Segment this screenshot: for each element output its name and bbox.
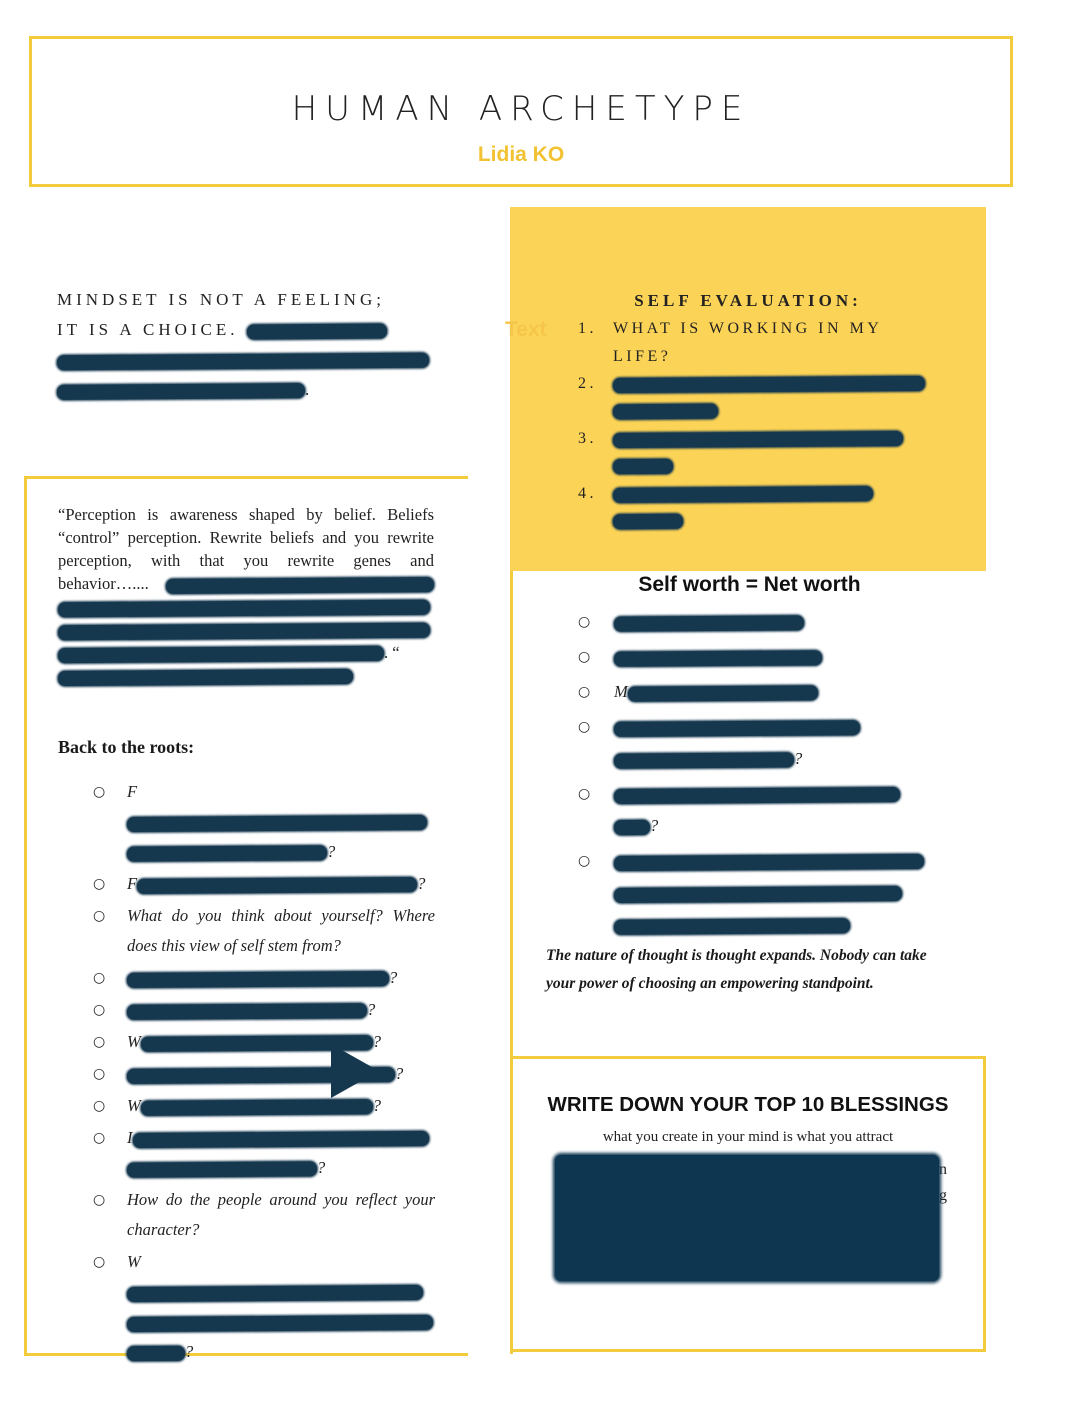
- redaction-block: [555, 1155, 939, 1281]
- redaction-mark: [614, 854, 924, 871]
- item-suffix: ?: [317, 1158, 326, 1177]
- mindset-statement: [57, 285, 437, 405]
- redaction-mark: [127, 971, 389, 988]
- quote-box: [24, 476, 468, 1361]
- redaction-mark: [613, 404, 718, 420]
- redaction-mark: [613, 486, 873, 503]
- self-worth-list: [578, 606, 918, 944]
- bullet-icon: ○: [578, 719, 591, 735]
- page-title: HUMAN ARCHETYPE: [291, 89, 751, 129]
- list-item: [578, 778, 918, 842]
- redaction-mark: [614, 650, 822, 666]
- list-item: [93, 963, 435, 993]
- redaction-mark: [613, 431, 903, 448]
- blessings-stray-text: [939, 1157, 947, 1209]
- redaction-mark: [613, 459, 673, 474]
- redaction-mark: [58, 599, 430, 617]
- item-number: 1.: [578, 320, 597, 337]
- bullet-icon: ○: [93, 908, 106, 924]
- bullet-icon: ○: [93, 876, 106, 892]
- item-number: 4.: [578, 485, 597, 502]
- redaction-mark: [127, 845, 327, 861]
- arrow-right-icon: [325, 1036, 385, 1106]
- item-text: How do the people around you reflect your character?: [127, 1190, 435, 1239]
- item-suffix: ?: [372, 1096, 381, 1115]
- quote-text: [58, 503, 434, 687]
- list-item: [93, 1123, 435, 1183]
- redaction-mark: [613, 514, 683, 529]
- self-evaluation-list: [578, 315, 938, 535]
- bullet-icon: ○: [578, 684, 591, 700]
- redaction-mark: [57, 352, 429, 370]
- list-item: [93, 901, 435, 961]
- redaction-mark: [613, 376, 925, 393]
- item-text: I: [127, 1128, 133, 1147]
- redaction-mark: [614, 752, 794, 768]
- mindset-end: .: [305, 380, 314, 399]
- mindset-line-2: [57, 315, 437, 345]
- mindset-line-2-text: IT IS A CHOICE.: [57, 320, 239, 339]
- redaction-mark: [58, 622, 430, 640]
- list-item: [93, 1247, 435, 1367]
- blessings-box: [510, 1056, 986, 1352]
- bullet-icon: ○: [93, 1254, 106, 1270]
- redaction-mark: [127, 1161, 317, 1177]
- redaction-mark: [127, 1346, 185, 1361]
- list-item: [93, 777, 435, 867]
- nature-of-thought-quote: The nature of thought is thought expands. Nobody can take your power of choosing an empowering standpoint.: [546, 947, 927, 992]
- bullet-icon: ○: [578, 649, 591, 665]
- redaction-mark: [58, 646, 384, 663]
- item-number: 2.: [578, 375, 597, 392]
- bullet-icon: ○: [93, 1192, 106, 1208]
- item-text: W: [127, 1252, 141, 1271]
- item-suffix: ?: [794, 749, 803, 768]
- bullet-icon: ○: [93, 1034, 106, 1050]
- redaction-mark: [132, 1131, 428, 1148]
- redaction-mark: [137, 877, 417, 894]
- bullet-icon: ○: [93, 1130, 106, 1146]
- list-item: [578, 711, 918, 775]
- item-number: 3.: [578, 430, 597, 447]
- item-suffix: ?: [650, 816, 659, 835]
- list-item: [578, 315, 938, 370]
- redaction-mark: [127, 815, 427, 832]
- list-item: [578, 606, 918, 638]
- stray-char: g: [939, 1187, 947, 1204]
- back-to-roots-heading: Back to the roots:: [58, 737, 195, 757]
- list-item: [578, 845, 918, 941]
- mindset-line-1: MINDSET IS NOT A FEELING;: [57, 290, 385, 309]
- redaction-mark: [614, 615, 804, 631]
- item-text: What do you think about yourself? Where does this view of self stem from?: [127, 906, 435, 955]
- list-item: [578, 676, 918, 708]
- bullet-icon: ○: [578, 786, 591, 802]
- item-text: WHAT IS WORKING IN MY LIFE?: [613, 320, 882, 365]
- item-suffix: ?: [389, 968, 398, 987]
- list-item: [578, 370, 938, 425]
- redaction-mark: [614, 787, 900, 804]
- list-item: [578, 641, 918, 673]
- list-item: [93, 995, 435, 1025]
- self-evaluation-box: [510, 207, 986, 571]
- stray-char: n: [939, 1161, 947, 1178]
- redaction-mark: [614, 720, 860, 737]
- quote-closing: . “: [384, 643, 400, 662]
- list-item: [93, 1185, 435, 1245]
- header-box: [29, 36, 1013, 187]
- blessings-title: WRITE DOWN YOUR TOP 10 BLESSINGS: [547, 1093, 949, 1116]
- redaction-mark: [614, 918, 850, 935]
- list-item: [93, 869, 435, 899]
- author-name: Lidia KO: [477, 143, 565, 166]
- stray-text-label: Text: [505, 318, 547, 341]
- redaction-mark: [57, 383, 305, 400]
- quote-body: “Perception is awareness shaped by belief. Beliefs “control” perception. Rewrite beliefs and you rewrite perception, with that you rewrite genes and behavior…....: [58, 505, 434, 593]
- item-suffix: ?: [395, 1064, 404, 1083]
- mindset-line-4: [57, 375, 437, 405]
- item-text: F: [127, 874, 138, 893]
- bullet-icon: ○: [578, 853, 591, 869]
- redaction-mark: [247, 323, 387, 339]
- redaction-mark: [614, 820, 650, 835]
- redaction-mark: [614, 886, 902, 903]
- redaction-mark: [166, 577, 434, 594]
- item-suffix: ?: [367, 1000, 376, 1019]
- list-item: [578, 480, 938, 535]
- bullet-icon: ○: [93, 970, 106, 986]
- list-item: [578, 425, 938, 480]
- item-suffix: ?: [417, 874, 426, 893]
- mindset-line-3: [57, 345, 437, 375]
- item-suffix: ?: [327, 842, 336, 861]
- redaction-mark: [127, 1285, 423, 1302]
- bullet-icon: ○: [578, 614, 591, 630]
- bullet-icon: ○: [93, 784, 106, 800]
- item-text: F: [127, 782, 138, 801]
- redaction-mark: [628, 685, 818, 701]
- redaction-mark: [127, 1315, 433, 1332]
- redaction-mark: [127, 1003, 367, 1020]
- item-suffix: ?: [185, 1342, 194, 1361]
- blessings-subtitle: what you create in your mind is what you attract: [602, 1129, 894, 1145]
- redaction-mark: [58, 669, 353, 686]
- item-text: W: [127, 1032, 141, 1051]
- item-text: W: [127, 1096, 141, 1115]
- self-worth-heading: Self worth = Net worth: [638, 573, 861, 596]
- item-suffix: ?: [372, 1032, 381, 1051]
- bullet-icon: ○: [93, 1066, 106, 1082]
- bullet-icon: ○: [93, 1098, 106, 1114]
- self-evaluation-title: SELF EVALUATION:: [634, 291, 862, 310]
- item-text: M: [614, 682, 628, 701]
- bullet-icon: ○: [93, 1002, 106, 1018]
